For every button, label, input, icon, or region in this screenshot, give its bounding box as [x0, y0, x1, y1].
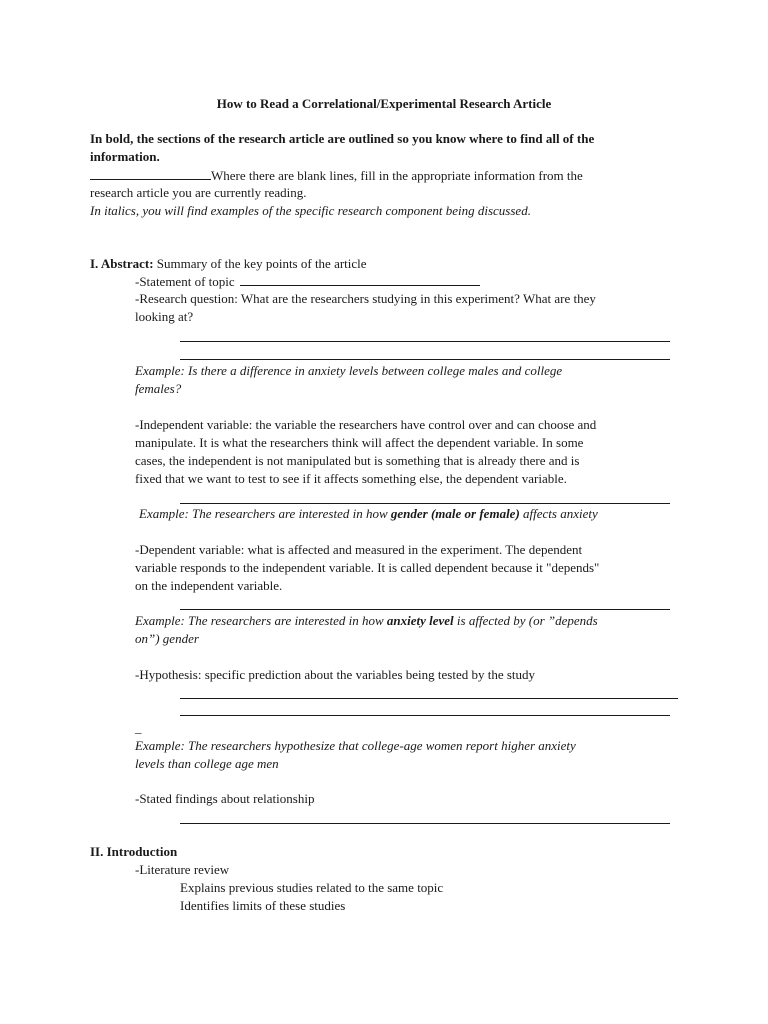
hypothesis-dash: _ — [135, 720, 142, 735]
statement-of-topic — [135, 272, 480, 291]
abstract-heading — [90, 255, 367, 273]
research-question-blank-1[interactable] — [180, 341, 670, 342]
page-title: How to Read a Correlational/Experimental Research Article — [216, 96, 552, 111]
research-question-line-1: -Research question: What are the researchers studying in this experiment? What are they — [135, 291, 596, 306]
dv-example-line-1 — [135, 612, 598, 630]
intro-item-2: Identifies limits of these studies — [180, 898, 346, 913]
intro-bold-line-1: In bold, the sections of the research article are outlined so you know where to find all of the — [90, 131, 595, 146]
literature-review: -Literature review — [135, 862, 230, 877]
hypothesis-blank-2[interactable] — [180, 715, 670, 716]
hypothesis-blank-1[interactable] — [180, 698, 678, 699]
intro-bold-line-2: information. — [90, 149, 160, 164]
iv-example-pre: Example: The researchers are interested in how — [139, 506, 391, 521]
iv-line-4: fixed that we want to test to see if it affects something else, the dependent variable. — [135, 471, 567, 486]
dv-line-2: variable responds to the independent variable. It is called dependent because it "depends" — [135, 560, 600, 575]
iv-example-post: affects anxiety — [519, 506, 598, 521]
iv-example-bold: gender (male or female) — [390, 506, 520, 521]
iv-line-1: -Independent variable: the variable the researchers have control over and can choose and — [135, 417, 597, 432]
dv-example-line-2: on”) gender — [135, 631, 199, 646]
dv-example-bold: anxiety level — [386, 613, 454, 628]
dv-line-1: -Dependent variable: what is affected and measured in the experiment. The dependent — [135, 542, 583, 557]
iv-line-3: cases, the independent is not manipulated but is something that is already there and is — [135, 453, 580, 468]
findings-label: -Stated findings about relationship — [135, 791, 315, 806]
rq-example-line-1: Example: Is there a difference in anxiety levels between college males and college — [135, 363, 563, 378]
dv-line-3: on the independent variable. — [135, 578, 283, 593]
hyp-example-line-1: Example: The researchers hypothesize that college-age women report higher anxiety — [135, 738, 576, 753]
iv-blank[interactable] — [180, 503, 670, 504]
findings-blank[interactable] — [180, 823, 670, 824]
research-question-line-2: looking at? — [135, 309, 194, 324]
intro-blank-text-1: Where there are blank lines, fill in the appropriate information from the — [211, 168, 583, 183]
rq-example-line-2: females? — [135, 381, 182, 396]
abstract-heading-label: I. Abstract: — [90, 256, 154, 271]
intro-item-1: Explains previous studies related to the same topic — [180, 880, 444, 895]
iv-example — [139, 505, 598, 523]
research-question-blank-2[interactable] — [180, 359, 670, 360]
statement-of-topic-blank[interactable] — [240, 272, 480, 286]
hypothesis-label: -Hypothesis: specific prediction about the variables being tested by the study — [135, 667, 536, 682]
statement-of-topic-label: -Statement of topic — [135, 274, 235, 289]
abstract-heading-desc: Summary of the key points of the article — [153, 256, 367, 271]
intro-blank-text-2: research article you are currently reading. — [90, 185, 307, 200]
introduction-heading: II. Introduction — [90, 844, 178, 859]
dv-example-pre: Example: The researchers are interested in how — [135, 613, 387, 628]
intro-blank-line — [90, 166, 583, 185]
iv-line-2: manipulate. It is what the researchers think will affect the dependent variable. In some — [135, 435, 584, 450]
dv-example-post: is affected by (or ”depends — [453, 613, 598, 628]
intro-italic-text: In italics, you will find examples of the specific research component being discussed. — [90, 203, 531, 218]
hyp-example-line-2: levels than college age men — [135, 756, 279, 771]
dv-blank[interactable] — [180, 609, 670, 610]
sample-blank — [90, 166, 211, 180]
